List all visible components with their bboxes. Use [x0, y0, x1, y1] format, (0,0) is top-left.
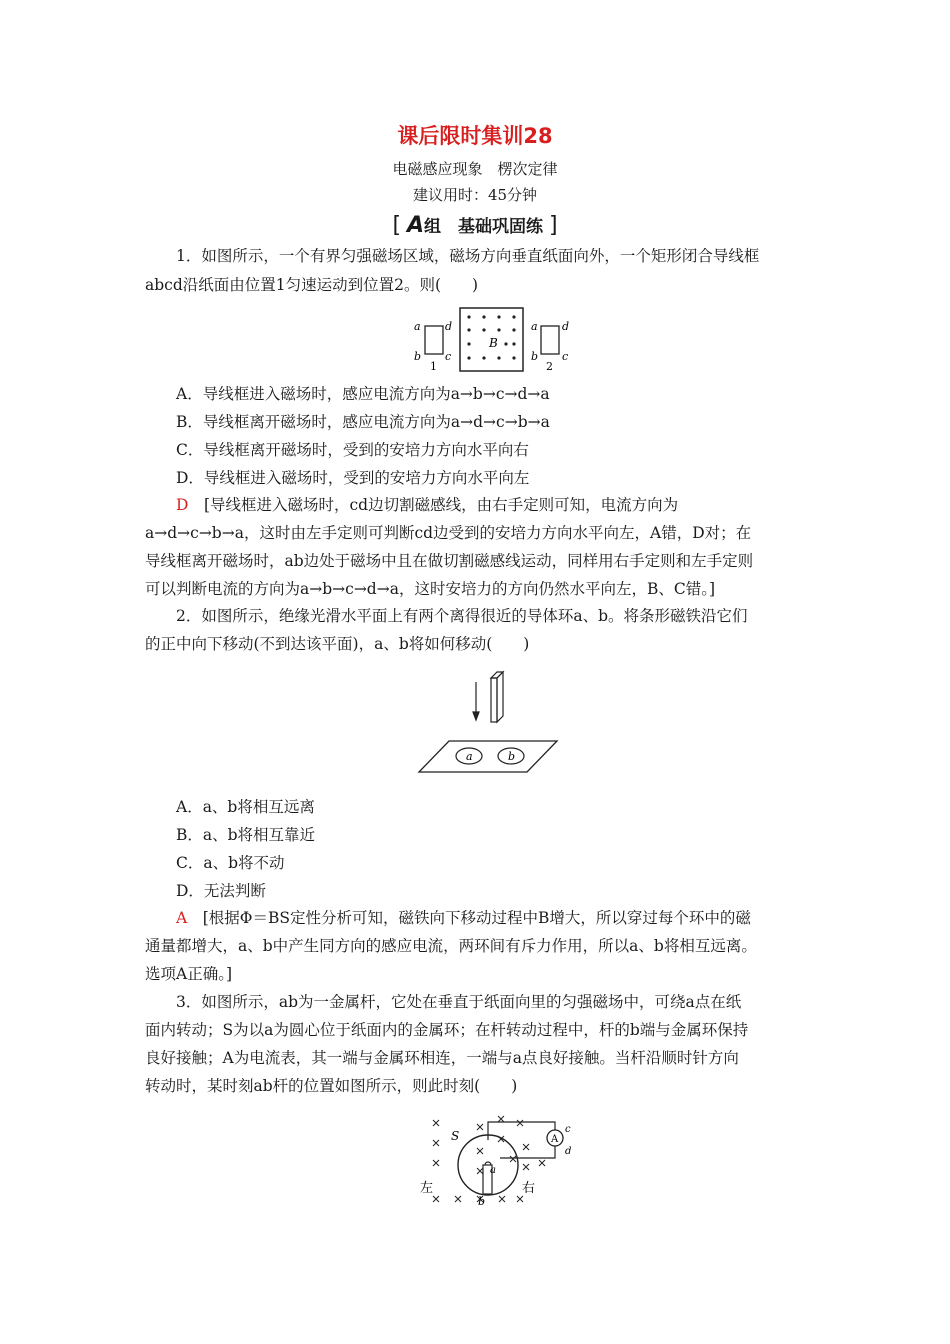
page-title: 课后限时集训28 — [397, 124, 553, 148]
q1-option-c: C．导线框离开磁场时，受到的安培力方向水平向右 — [176, 441, 529, 459]
q1-explanation-text1: [导线框进入磁场时，cd边切割磁感线，由右手定则可知，电流方向为 — [203, 496, 679, 514]
q3-stem-line2: 面内转动；S为以a为圆心位于纸面内的金属环；在杆转动过程中，杆的b端与金属环保持 — [145, 1021, 749, 1039]
bracket-right-icon: ] — [548, 213, 558, 238]
q1-figure — [405, 304, 585, 376]
q3-label-S: S — [451, 1129, 460, 1143]
q1-answer: D — [176, 496, 189, 514]
q1-label-b2: b — [531, 350, 539, 363]
q2-explanation-line2: 通量都增大，a、b中产生同方向的感应电流，两环间有斥力作用，所以a、b将相互远离。 — [145, 937, 757, 955]
q1-option-a: A．导线框进入磁场时，感应电流方向为a→b→c→d→a — [176, 385, 550, 403]
q1-stem-line1: 1．如图所示，一个有界匀强磁场区域，磁场方向垂直纸面向外，一个矩形闭合导线框 — [176, 247, 760, 265]
q1-frame-position2 — [541, 326, 559, 354]
page-subtitle: 电磁感应现象 楞次定律 — [392, 160, 558, 178]
q2-answer: A — [176, 909, 188, 927]
q2-stem-line2: 的正中向下移动(不到达该平面)，a、b将如何移动( ) — [145, 635, 530, 653]
q2-option-c: C．a、b将不动 — [176, 854, 285, 872]
q3-label-d: d — [565, 1146, 572, 1157]
q2-option-d: D．无法判断 — [176, 882, 266, 900]
q2-option-a: A．a、b将相互远离 — [176, 798, 315, 816]
bracket-left-icon: [ — [392, 213, 402, 238]
q1-label-a1: a — [414, 320, 421, 333]
group-letter: A — [406, 213, 425, 238]
q2-stem-line1: 2．如图所示，绝缘光滑水平面上有两个离得很近的导体环a、b。将条形磁铁沿它们 — [176, 607, 748, 625]
q1-explanation-line1 — [145, 491, 810, 520]
q1-explanation-line3: 导线框离开磁场时，ab边处于磁场中且在做切割磁感线运动，同样用右手定则和左手定则 — [145, 552, 754, 570]
group-label: 组 基础巩固练 — [424, 217, 544, 237]
q1-label-d1: d — [445, 320, 453, 333]
q1-explanation-line4: 可以判断电流的方向为a→b→c→d→a，这时安培力的方向仍然水平向左，B、C错。] — [145, 580, 716, 598]
suggested-time: 建议用时：45分钟 — [412, 186, 538, 204]
q3-label-left: 左 — [420, 1181, 434, 1196]
q1-option-d: D．导线框进入磁场时，受到的安培力方向水平向左 — [176, 469, 530, 487]
q1-frame-position1 — [425, 326, 443, 354]
q2-figure — [415, 668, 565, 778]
q3-label-b: b — [478, 1195, 486, 1208]
q1-label-c2: c — [562, 350, 569, 363]
q3-label-c: c — [565, 1124, 571, 1135]
bar-magnet-icon — [491, 672, 503, 722]
q3-label-a: a — [490, 1165, 496, 1176]
q1-stem-line2: abcd沿纸面由位置1匀速运动到位置2。则( ) — [145, 276, 479, 294]
q1-label-pos2: 2 — [546, 360, 553, 373]
q3-figure — [418, 1110, 578, 1210]
q1-label-B: B — [489, 336, 498, 350]
q3-label-right: 右 — [522, 1181, 536, 1196]
q1-explanation-line2: a→d→c→b→a，这时由左手定则可判断cd边受到的安培力方向水平向左，A错，D对；在 — [145, 524, 752, 542]
q1-label-pos1: 1 — [430, 360, 437, 373]
group-heading — [0, 212, 950, 238]
q2-explanation-line1 — [145, 904, 810, 933]
down-arrow-icon — [473, 682, 479, 720]
q3-stem-line4: 转动时，某时刻ab杆的位置如图所示，则此时刻( ) — [145, 1077, 518, 1095]
q3-stem-line3: 良好接触；A为电流表，其一端与金属环相连，一端与a点良好接触。当杆沿顺时针方向 — [145, 1049, 739, 1067]
q2-option-b: B．a、b将相互靠近 — [176, 826, 316, 844]
q2-explanation-text1: [根据Φ＝BS定性分析可知，磁铁向下移动过程中B增大，所以穿过每个环中的磁 — [202, 909, 751, 927]
q1-label-c1: c — [445, 350, 452, 363]
q2-horizontal-plane — [419, 741, 557, 772]
q2-label-b: b — [508, 750, 516, 763]
q1-label-a2: a — [531, 320, 538, 333]
q1-label-b1: b — [414, 350, 422, 363]
q1-label-d2: d — [562, 320, 570, 333]
q2-explanation-line3: 选项A正确。] — [145, 965, 232, 983]
q1-option-b: B．导线框离开磁场时，感应电流方向为a→d→c→b→a — [176, 413, 550, 431]
q3-stem-line1: 3．如图所示，ab为一金属杆，它处在垂直于纸面向里的匀强磁场中，可绕a点在纸 — [176, 993, 742, 1011]
q3-label-A: A — [551, 1134, 559, 1145]
q2-label-a: a — [466, 750, 473, 763]
